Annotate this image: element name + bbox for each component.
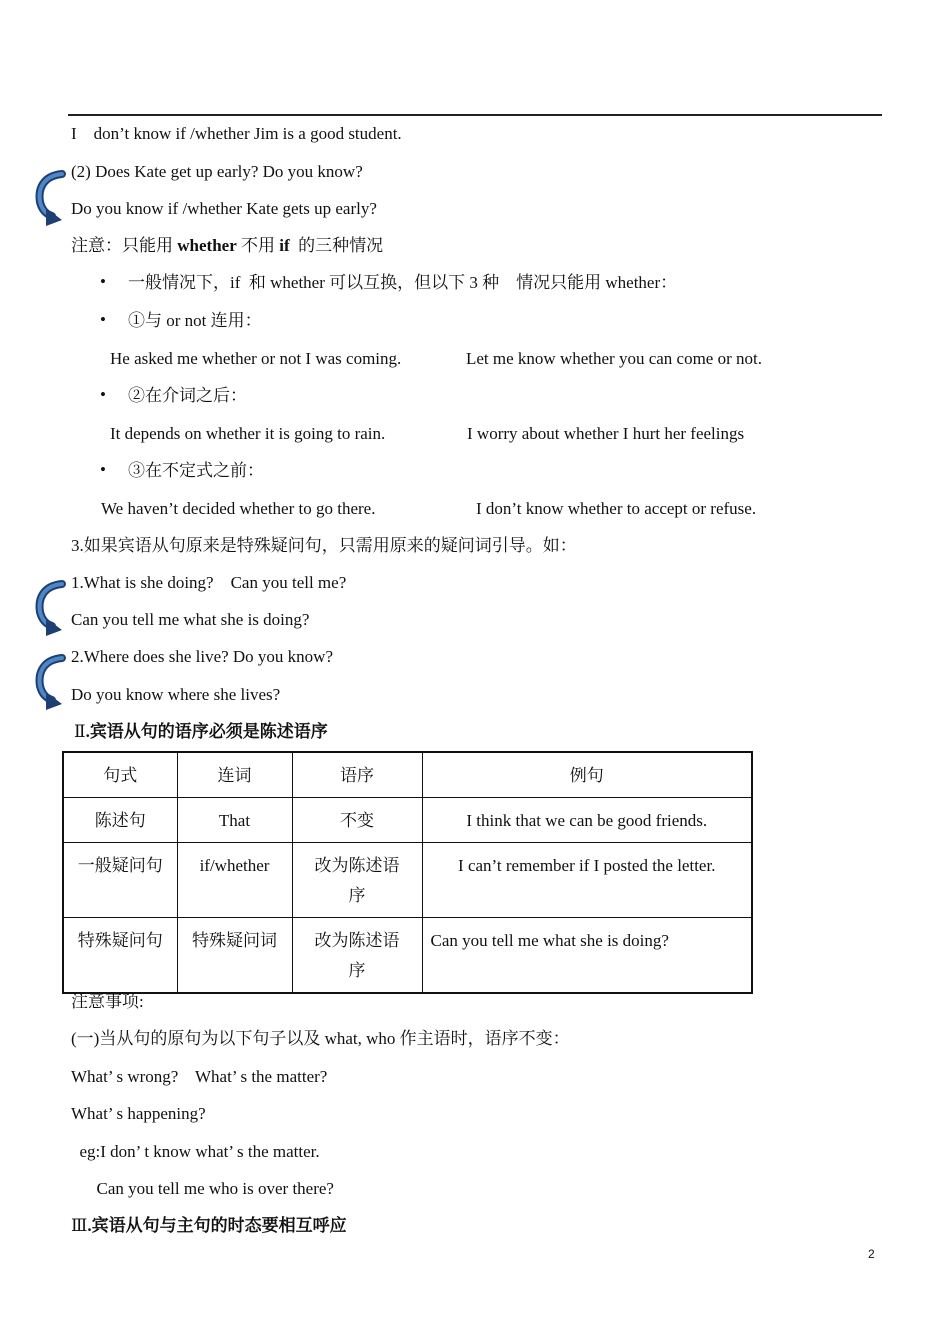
table-header-row	[63, 752, 752, 798]
note-mid: 不用	[236, 236, 280, 255]
example-line: I worry about whether I hurt her feelings	[467, 424, 745, 443]
section-title: .宾语从句的语序必须是陈述语序	[85, 722, 328, 741]
curved-arrow-icon	[32, 578, 68, 638]
table-cell: if/whether	[177, 843, 292, 918]
section-title: .宾语从句与主句的时态要相互呼应	[87, 1216, 347, 1235]
table-cell: 陈述句	[63, 798, 177, 843]
table-cell: 特殊疑问句	[63, 918, 177, 994]
note-heading	[71, 235, 383, 257]
example-question: 1.What is she doing? Can you tell me?	[71, 573, 347, 592]
bullet: •	[100, 460, 106, 479]
bullet: •	[100, 385, 106, 404]
bullet: •	[100, 272, 106, 291]
table-cell: Can you tell me what she is doing?	[422, 918, 752, 994]
section-number: Ⅱ	[74, 722, 86, 741]
section-3-rule: 3.如果宾语从句原来是特殊疑问句，只需用原来的疑问词引导。如：	[71, 536, 577, 555]
example-line: Can you tell me who is over there?	[71, 1179, 334, 1198]
table-cell: 一般疑问句	[63, 843, 177, 918]
note-line: (一)当从句的原句为以下句子以及 what, who 作主语时，语序不变：	[71, 1029, 570, 1048]
example-line: eg:I don’ t know what’ s the matter.	[71, 1142, 320, 1161]
table-header: 句式	[63, 752, 177, 798]
example-line: We haven’t decided whether to go there.	[101, 499, 376, 518]
table-row	[63, 798, 752, 843]
bullet-text: ②在介词之后：	[128, 386, 247, 405]
table-cell: I can’t remember if I posted the letter.	[422, 843, 752, 918]
page-number: 2	[868, 1247, 875, 1261]
table-cell: 改为陈述语序	[292, 843, 422, 918]
notes-title: 注意事项:	[71, 992, 144, 1011]
table-cell: 不变	[292, 798, 422, 843]
bullet-text: 一般情况下，if 和 whether 可以互换，但以下 3 种 情况只能用 whether：	[128, 273, 678, 292]
example-line: What’ s wrong? What’ s the matter?	[71, 1067, 328, 1086]
bullet: •	[100, 310, 106, 329]
table-cell: 改为陈述语序	[292, 918, 422, 994]
header-rule	[68, 114, 882, 116]
example-line: He asked me whether or not I was coming.	[110, 349, 402, 368]
section-number: Ⅲ	[71, 1216, 88, 1235]
table-cell: 特殊疑问词	[177, 918, 292, 994]
note-suffix: 的三种情况	[289, 236, 384, 255]
example-line: I don’t know if /whether Jim is a good student.	[71, 124, 402, 143]
example-answer: Do you know where she lives?	[71, 685, 281, 704]
example-line: It depends on whether it is going to rain.	[110, 424, 386, 443]
table-row	[63, 843, 752, 918]
example-question: 2.Where does she live? Do you know?	[71, 647, 334, 666]
example-answer: Do you know if /whether Kate gets up early?	[71, 199, 377, 218]
table-header: 语序	[292, 752, 422, 798]
word-order-table	[62, 751, 753, 994]
table-cell: That	[177, 798, 292, 843]
section-heading-2	[74, 721, 328, 743]
table-header: 连词	[177, 752, 292, 798]
curved-arrow-icon	[32, 652, 68, 712]
example-line: Let me know whether you can come or not.	[466, 349, 762, 368]
table-header: 例句	[422, 752, 752, 798]
example-line: I don’t know whether to accept or refuse.	[476, 499, 757, 518]
section-heading-3	[71, 1215, 347, 1237]
note-prefix: 注意：只能用	[71, 236, 178, 255]
example-line: What’ s happening?	[71, 1104, 206, 1123]
note-whether: whether	[177, 236, 237, 255]
table-cell: I think that we can be good friends.	[422, 798, 752, 843]
example-question: (2) Does Kate get up early? Do you know?	[71, 162, 363, 181]
note-if: if	[279, 236, 290, 255]
example-answer: Can you tell me what she is doing?	[71, 610, 310, 629]
bullet-text: ③在不定式之前：	[128, 461, 264, 480]
curved-arrow-icon	[32, 168, 68, 228]
table-row	[63, 918, 752, 994]
bullet-text: ①与 or not 连用：	[128, 311, 262, 330]
